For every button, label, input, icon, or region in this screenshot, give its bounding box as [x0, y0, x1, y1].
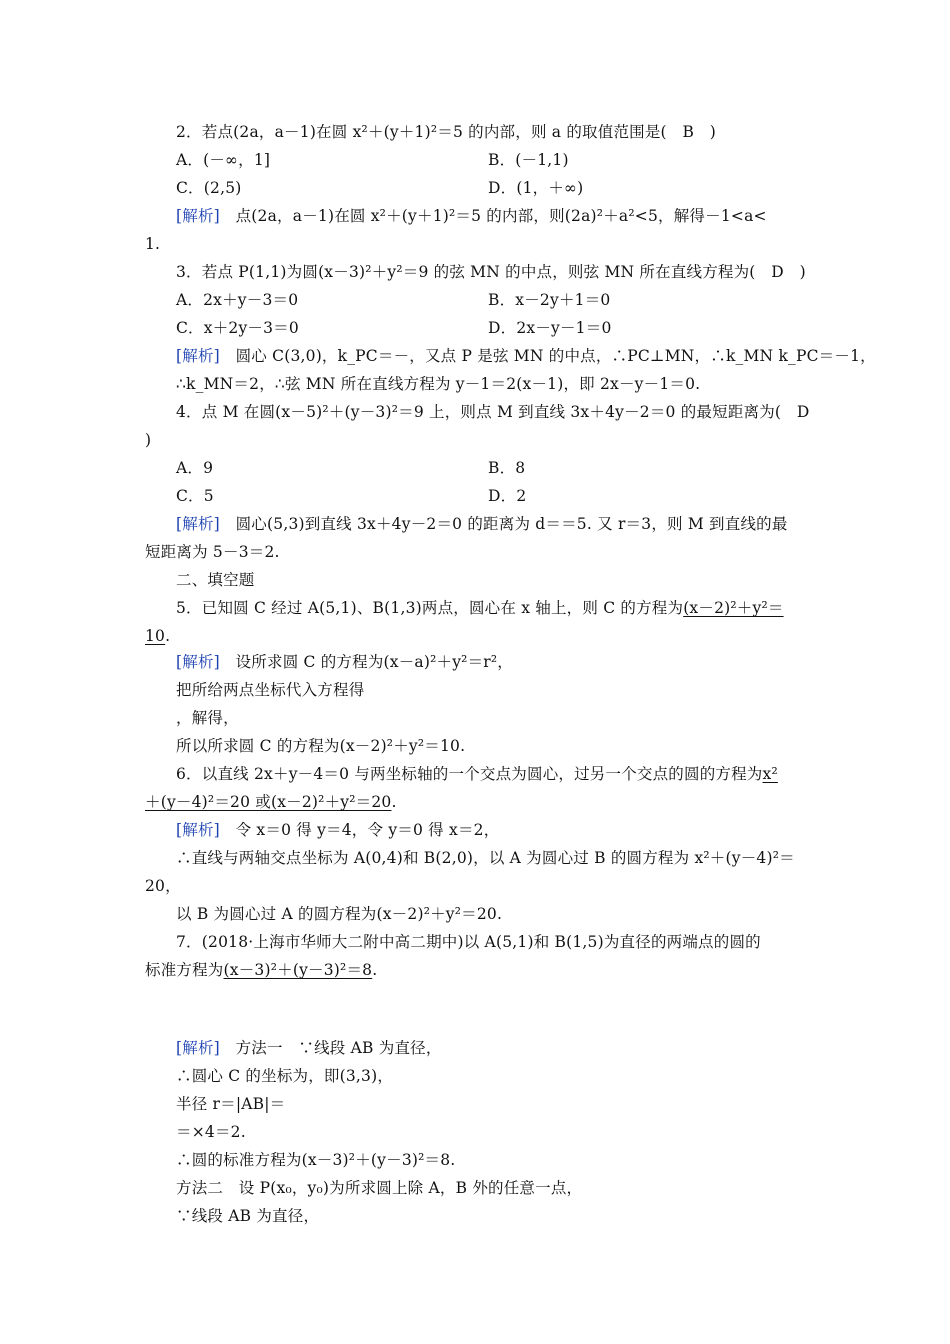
q7-stem-continued: [145, 960, 377, 980]
q7-period: .: [372, 961, 378, 979]
q5-solution-line2: 把所给两点坐标代入方程得: [176, 681, 365, 699]
q4-solution-line1: [176, 514, 788, 534]
q2-solution-line1: [176, 206, 767, 226]
q7-solution-line2: ∴圆心 C 的坐标为，即(3,3)，: [176, 1067, 394, 1085]
solution-tag: [解析]: [176, 347, 220, 365]
q4-solution-line2: 短距离为 5－3＝2.: [145, 543, 280, 561]
q3-solution-line1: [176, 346, 876, 366]
q5-answer-part1: (x－2)²＋y²＝: [683, 599, 784, 617]
q7-solution-line7: ∵线段 AB 为直径，: [176, 1207, 320, 1225]
q7-answer: (x－3)²＋(y－3)²＝8: [223, 961, 373, 979]
q6-solution-line4: 以 B 为圆心过 A 的圆方程为(x－2)²＋y²＝20.: [176, 905, 503, 923]
solution-tag: [解析]: [176, 207, 220, 225]
q7-solution-line4: ＝×4＝2.: [176, 1123, 246, 1141]
q5-solution-line3: ，解得，: [176, 709, 239, 727]
q4-stem-continued: ): [145, 431, 152, 449]
solution-tag: [解析]: [176, 515, 220, 533]
q2-option-b: B．(－1,1): [488, 151, 569, 169]
q2-option-a: A．(－∞，1]: [176, 151, 271, 169]
q3-option-a: A．2x＋y－3＝0: [176, 291, 299, 309]
q7-solution-line1: [176, 1038, 442, 1058]
q4-option-b: B．8: [488, 459, 526, 477]
q6-answer-part1: x²: [762, 765, 778, 783]
q6-answer-part2: ＋(y－4)²＝20 或(x－2)²＋y²＝20: [145, 793, 392, 811]
q6-solution-line2: ∴直线与两轴交点坐标为 A(0,4)和 B(2,0)，以 A 为圆心过 B 的圆方程为 x²＋(y－4)²＝: [176, 849, 795, 867]
q4-stem: 4．点 M 在圆(x－5)²＋(y－3)²＝9 上，则点 M 到直线 3x＋4y－2＝0 的最短距离为( D: [176, 403, 810, 421]
q2-option-d: D．(1，＋∞): [488, 179, 584, 197]
solution-text: 方法一 ∵线段 AB 为直径，: [219, 1039, 442, 1057]
q3-option-c: C．x＋2y－3＝0: [176, 319, 299, 337]
q3-stem: 3．若点 P(1,1)为圆(x－3)²＋y²＝9 的弦 MN 的中点，则弦 MN 所在直线方程为( D ): [176, 263, 806, 281]
q3-option-b: B．x－2y＋1＝0: [488, 291, 611, 309]
solution-text: 圆心 C(3,0)，k_PC＝－，又点 P 是弦 MN 的中点，∴PC⊥MN，∴k_MN k_PC＝－1，: [219, 347, 876, 365]
section-heading: 二、填空题: [176, 571, 255, 589]
q7-stem: 7．(2018·上海市华师大二附中高二期中)以 A(5,1)和 B(1,5)为直径的两端点的圆的: [176, 933, 761, 951]
q7-stem-text: 标准方程为: [145, 961, 224, 979]
q6-solution-line1: [176, 820, 499, 840]
q6-stem-text: 6．以直线 2x＋y－4＝0 与两坐标轴的一个交点为圆心，过另一个交点的圆的方程为: [176, 765, 763, 783]
q7-solution-line6: 方法二 设 P(x₀，y₀)为所求圆上除 A，B 外的任意一点，: [176, 1179, 583, 1197]
q6-stem-continued: [145, 792, 397, 812]
q5-stem: [176, 598, 784, 618]
q4-option-c: C．5: [176, 487, 214, 505]
q5-stem-continued: [145, 626, 170, 646]
q3-option-d: D．2x－y－1＝0: [488, 319, 612, 337]
solution-text: 点(2a，a－1)在圆 x²＋(y＋1)²＝5 的内部，则(2a)²＋a²<5，解得－1<a<: [219, 207, 767, 225]
q5-solution-line4: 所以所求圆 C 的方程为(x－2)²＋y²＝10.: [176, 737, 466, 755]
solution-tag: [解析]: [176, 821, 220, 839]
solution-text: 令 x＝0 得 y＝4，令 y＝0 得 x＝2，: [219, 821, 500, 839]
q2-option-c: C．(2,5): [176, 179, 242, 197]
q7-solution-line5: ∴圆的标准方程为(x－3)²＋(y－3)²＝8.: [176, 1151, 456, 1169]
q2-stem: 2．若点(2a，a－1)在圆 x²＋(y＋1)²＝5 的内部，则 a 的取值范围是( B ): [176, 123, 717, 141]
q6-period: .: [391, 793, 397, 811]
q4-option-a: A．9: [176, 459, 214, 477]
q5-period: .: [165, 627, 171, 645]
q5-solution-line1: [176, 652, 513, 672]
q4-option-d: D．2: [488, 487, 527, 505]
q5-answer-part2: 10: [145, 627, 166, 645]
q3-solution-line2: ∴k_MN＝2，∴弦 MN 所在直线方程为 y－1＝2(x－1)，即 2x－y－1＝0.: [176, 375, 701, 393]
solution-text: 圆心(5,3)到直线 3x＋4y－2＝0 的距离为 d＝＝5. 又 r＝3，则 M 到直线的最: [219, 515, 788, 533]
solution-tag: [解析]: [176, 1039, 220, 1057]
q5-stem-text: 5．已知圆 C 经过 A(5,1)、B(1,3)两点，圆心在 x 轴上，则 C 的方程为: [176, 599, 684, 617]
q6-solution-line3: 20，: [145, 877, 181, 895]
q2-solution-line2: 1.: [145, 235, 161, 253]
solution-text: 设所求圆 C 的方程为(x－a)²＋y²＝r²，: [219, 653, 514, 671]
q7-solution-line3: 半径 r＝|AB|＝: [176, 1095, 286, 1113]
solution-tag: [解析]: [176, 653, 220, 671]
q6-stem: [176, 764, 778, 784]
